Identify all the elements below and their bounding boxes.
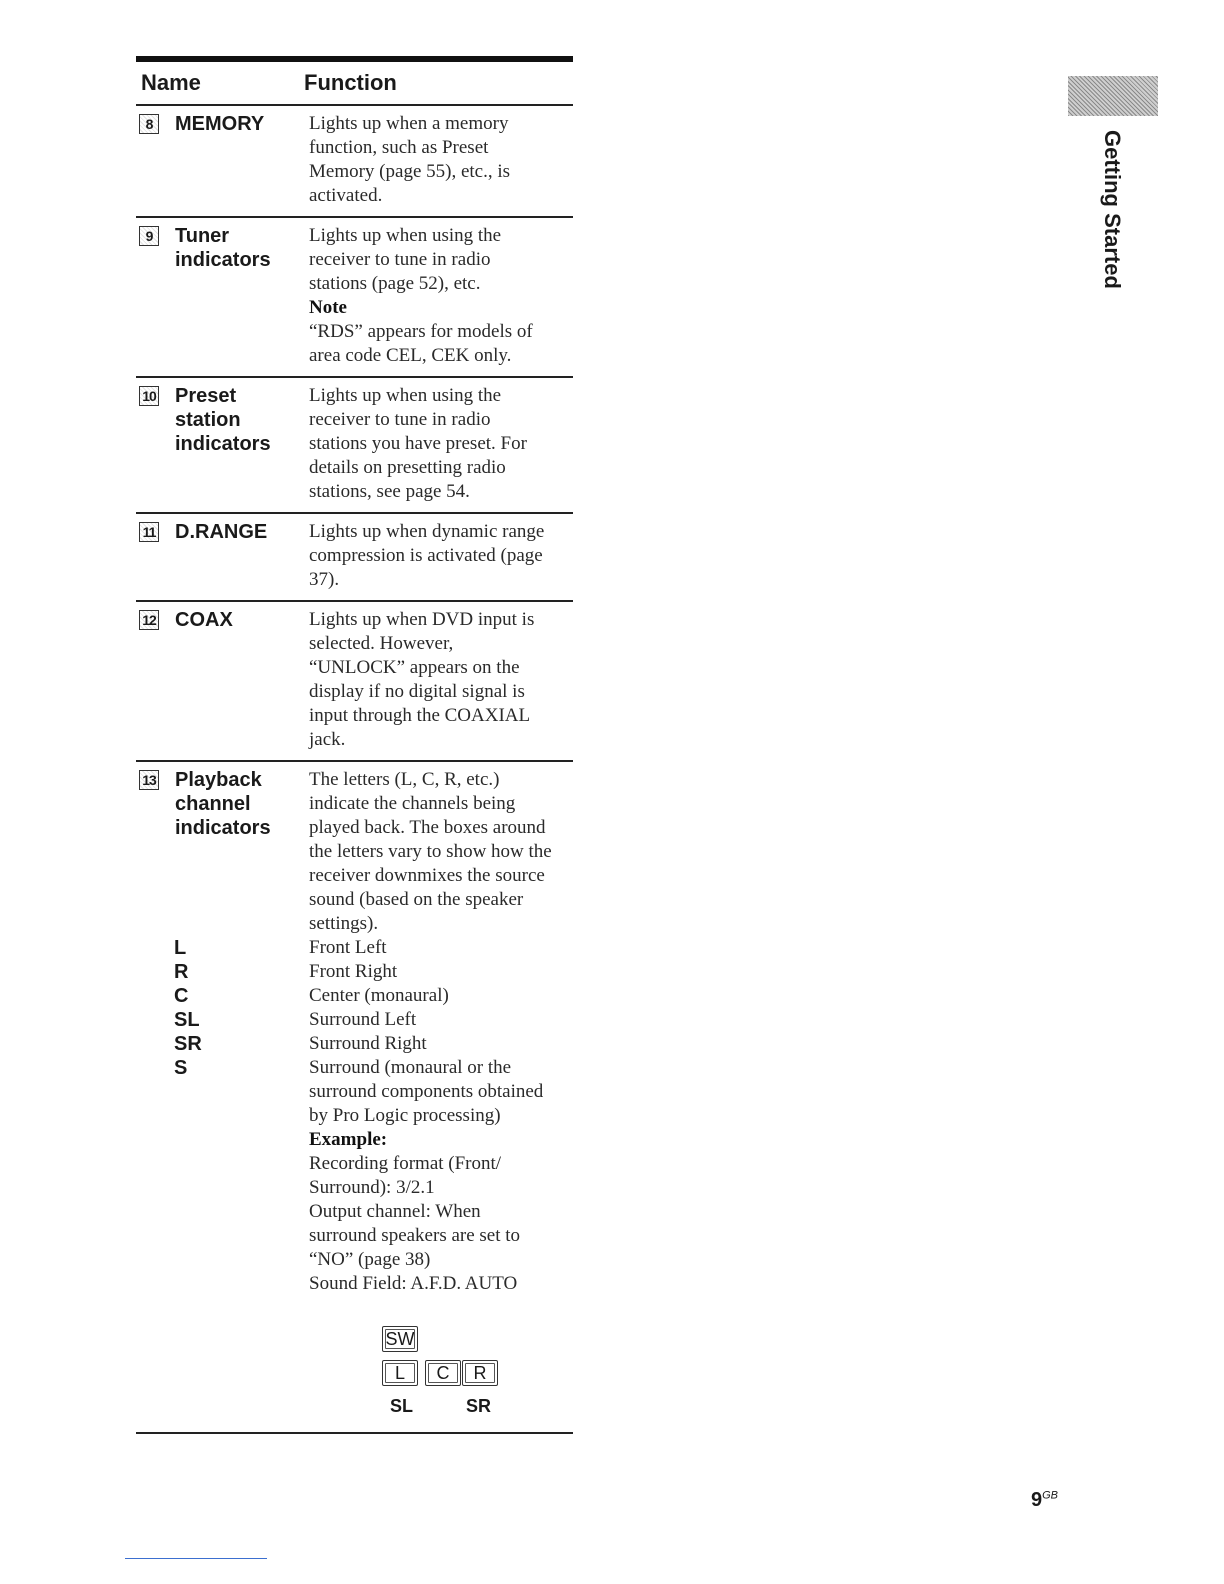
example-line: Sound Field: A.F.D. AUTO (309, 1273, 518, 1294)
item-number-box: 9 (139, 226, 159, 246)
row-function-cell (309, 768, 573, 936)
example-line: Recording format (Front/ (309, 1153, 502, 1174)
function-line: “UNLOCK” appears on the (309, 657, 520, 678)
item-name: COAX (175, 609, 233, 631)
channel-code: L (174, 937, 187, 959)
row-name-cell (136, 384, 309, 504)
channel-description: by Pro Logic processing) (309, 1105, 501, 1126)
channel-row (136, 984, 573, 1008)
channel-code: C (174, 985, 189, 1007)
channel-row (136, 1080, 573, 1104)
item-name: Playback channel indicators (175, 769, 271, 839)
surround-left-label: SL (390, 1396, 414, 1416)
bottom-rule (136, 1432, 573, 1434)
row-function-cell (309, 384, 573, 504)
example-line: surround speakers are set to (309, 1225, 521, 1246)
header-function: Function (304, 70, 397, 95)
surround-right-label: SR (466, 1396, 492, 1416)
channel-description: Front Right (309, 961, 398, 982)
item-number-box: 8 (139, 114, 159, 134)
row-name-cell (136, 112, 309, 208)
item-number-box: 10 (139, 386, 159, 406)
note-line: “RDS” appears for models of (309, 321, 533, 342)
function-line: sound (based on the speaker (309, 889, 524, 910)
page-number (1031, 1489, 1058, 1512)
function-line: display if no digital signal is (309, 681, 525, 702)
channel-code-spacer (136, 1080, 309, 1104)
section-tab-marker (1068, 76, 1158, 116)
item-number-box: 13 (139, 770, 159, 790)
row-name-cell (136, 608, 309, 752)
function-line: receiver to tune in radio (309, 249, 491, 270)
example-line: Surround): 3/2.1 (309, 1177, 435, 1198)
channel-description: Front Left (309, 937, 387, 958)
channel-description: Surround Left (309, 1009, 417, 1030)
function-line: stations (page 52), etc. (309, 273, 481, 294)
channel-row (136, 936, 573, 960)
table-row (136, 106, 573, 218)
function-line: input through the COAXIAL (309, 705, 531, 726)
speaker-diagram (136, 1296, 573, 1432)
channel-description: Center (monaural) (309, 985, 449, 1006)
table-row (136, 378, 573, 514)
channel-code: S (174, 1057, 188, 1079)
subwoofer-indicator: SW (382, 1326, 418, 1352)
table-body (136, 106, 573, 1432)
note-line: area code CEL, CEK only. (309, 345, 512, 366)
function-line: Lights up when a memory (309, 113, 509, 134)
channel-row (136, 1032, 573, 1056)
channel-code: SR (174, 1033, 202, 1055)
function-line: Lights up when dynamic range (309, 521, 545, 542)
front-right-indicator: R (462, 1360, 498, 1386)
example-block (136, 1128, 573, 1296)
row-name-cell (136, 224, 309, 368)
function-line: activated. (309, 185, 383, 206)
function-table (136, 56, 573, 1434)
function-line: indicate the channels being (309, 793, 516, 814)
item-name: Preset station indicators (175, 385, 271, 455)
item-name: D.RANGE (175, 521, 268, 543)
function-line: receiver to tune in radio (309, 409, 491, 430)
channel-row (136, 960, 573, 984)
function-line: 37). (309, 569, 340, 590)
channel-description: Surround (monaural or the (309, 1057, 512, 1078)
table-row (136, 762, 573, 936)
item-number-box: 11 (139, 522, 159, 542)
function-line: The letters (L, C, R, etc.) (309, 769, 500, 790)
example-line: “NO” (page 38) (309, 1249, 431, 1270)
table-row (136, 218, 573, 378)
table-header (136, 62, 573, 106)
table-row (136, 514, 573, 602)
channel-list (136, 936, 573, 1128)
row-name-cell (136, 520, 309, 592)
section-label (1100, 130, 1124, 305)
item-name: Tuner indicators (175, 225, 271, 271)
note-label: Note (309, 297, 347, 318)
function-line: function, such as Preset (309, 137, 489, 158)
example-label: Example: (309, 1129, 388, 1150)
front-left-indicator: L (382, 1360, 418, 1386)
row-function-cell (309, 224, 573, 368)
function-line: Memory (page 55), etc., is (309, 161, 511, 182)
channel-row (136, 1056, 573, 1080)
channel-code: R (174, 961, 189, 983)
function-line: played back. The boxes around (309, 817, 546, 838)
function-line: stations, see page 54. (309, 481, 470, 502)
function-line: Lights up when DVD input is (309, 609, 535, 630)
row-name-cell (136, 768, 309, 936)
function-line: compression is activated (page (309, 545, 543, 566)
channel-code: SL (174, 1009, 200, 1031)
item-number-box: 12 (139, 610, 159, 630)
function-line: jack. (309, 729, 346, 750)
channel-description: Surround Right (309, 1033, 427, 1054)
function-line: the letters vary to show how the (309, 841, 552, 862)
row-function-cell (309, 608, 573, 752)
section-label-text: Getting Started (1100, 130, 1125, 289)
function-line: stations you have preset. For (309, 433, 527, 454)
function-line: selected. However, (309, 633, 454, 654)
channel-row (136, 1104, 573, 1128)
channel-description: surround components obtained (309, 1081, 544, 1102)
row-function-cell (309, 112, 573, 208)
function-line: receiver downmixes the source (309, 865, 545, 886)
item-name: MEMORY (175, 113, 265, 135)
row-function-cell (309, 520, 573, 592)
footer-line (125, 1558, 267, 1559)
table-row (136, 602, 573, 762)
function-line: Lights up when using the (309, 385, 502, 406)
function-line: details on presetting radio (309, 457, 506, 478)
function-line: Lights up when using the (309, 225, 502, 246)
page-number-suffix: GB (1042, 1489, 1059, 1502)
function-line: settings). (309, 913, 379, 934)
header-name: Name (141, 70, 201, 95)
playback-row-wrap (136, 762, 573, 1432)
example-line: Output channel: When (309, 1201, 481, 1222)
channel-code-spacer (136, 1104, 309, 1128)
page-number-value: 9 (1031, 1489, 1043, 1511)
channel-row (136, 1008, 573, 1032)
center-indicator: C (425, 1360, 461, 1386)
